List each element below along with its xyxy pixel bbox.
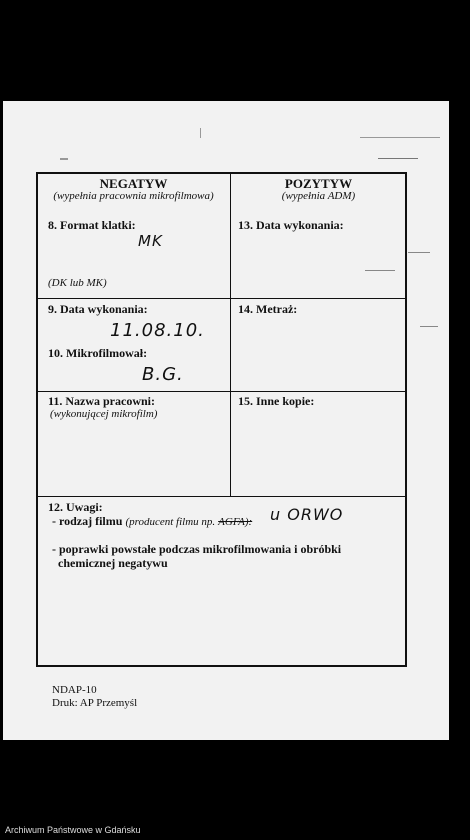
- pozytyw-subtitle: (wypełnia ADM): [281, 190, 356, 202]
- date-label: 9. Data wykonania:: [48, 302, 148, 316]
- row-divider-1: [37, 298, 406, 299]
- format-label: 8. Format klatki:: [48, 218, 136, 232]
- corrections-line-2: chemicznej negatywu: [58, 556, 168, 570]
- operator-label: 10. Mikrofilmował:: [48, 346, 148, 360]
- remarks-label: 12. Uwagi:: [48, 500, 103, 514]
- format-hint: (DK lub MK): [48, 277, 107, 289]
- positive-date-label: 13. Data wykonania:: [238, 218, 344, 232]
- negatyw-title: NEGATYW: [99, 176, 168, 191]
- film-type-value: u ORWO: [270, 505, 344, 524]
- film-type-prefix: - rodzaj filmu: [52, 514, 123, 528]
- print-info: Druk: AP Przemyśl: [52, 697, 138, 709]
- operator-value: B.G.: [142, 364, 184, 385]
- form-code: NDAP-10: [52, 684, 97, 696]
- date-value: 11.08.10.: [110, 320, 205, 341]
- other-copies-label: 15. Inne kopie:: [238, 394, 315, 408]
- row-divider-2: [37, 391, 406, 392]
- film-type-struck: AGFA):: [218, 516, 253, 528]
- negatyw-subtitle: (wypełnia pracownia mikrofilmowa): [53, 190, 214, 202]
- archive-label: Archiwum Państwowe w Gdańsku: [5, 825, 141, 835]
- column-divider: [230, 173, 231, 497]
- film-type-line: [52, 514, 252, 529]
- corrections-line-1: - poprawki powstałe podczas mikrofilmowania i obróbki: [52, 542, 342, 556]
- film-type-hint: (producent filmu np.: [125, 516, 216, 528]
- lab-name-hint: (wykonującej mikrofilm): [50, 408, 158, 420]
- length-label: 14. Metraż:: [238, 302, 298, 316]
- pozytyw-title: POZYTYW: [284, 176, 353, 191]
- row-divider-3: [37, 496, 406, 497]
- format-value: MK: [138, 232, 163, 250]
- lab-name-label: 11. Nazwa pracowni:: [48, 394, 155, 408]
